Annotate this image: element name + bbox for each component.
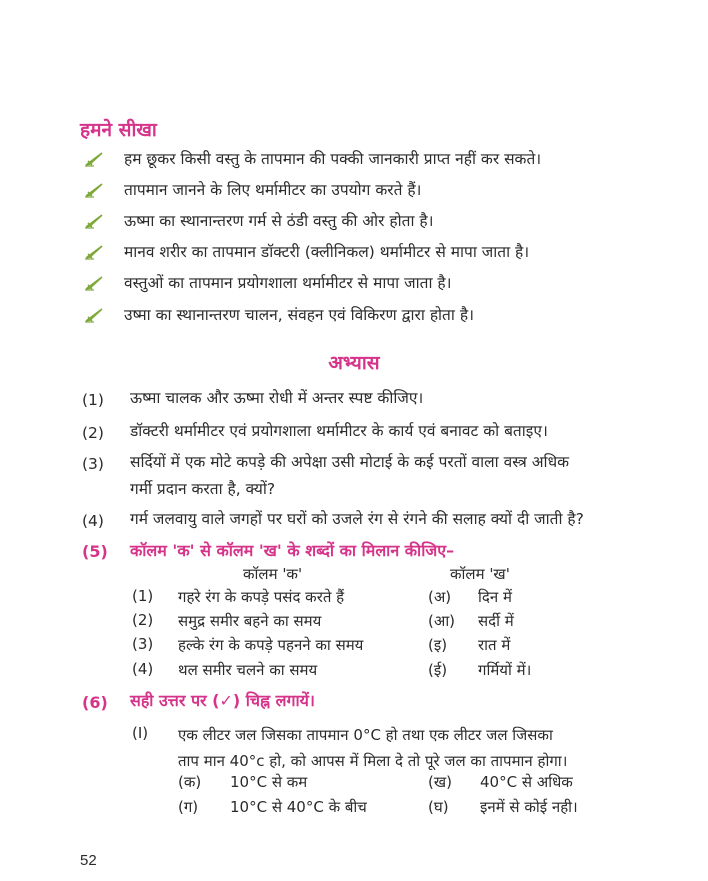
row-a-number: (1) [132,587,154,605]
list-item [84,238,529,264]
question-text: ऊष्मा चालक और ऊष्मा रोधी में अन्तर स्पष्ट कीजिए। [130,389,424,407]
row-b-number: (आ) [428,612,456,630]
row-b-number: (अ) [428,588,452,606]
question-number: (4) [82,512,104,530]
pen-icon [84,242,106,260]
question-number: (6) [82,693,108,712]
row-a-text: थल समीर चलने का समय [178,661,318,679]
question-text [130,449,670,503]
question-number: (2) [82,424,104,442]
question-line: सर्दियों में एक मोटे कपड़े की अपेक्षा उसी मोटाई के कई परतों वाला वस्त्र अधिक [130,453,570,471]
row-b-number: (ई) [428,661,448,679]
row-b-text: सर्दी में [478,612,514,630]
row-a-number: (4) [132,660,154,678]
question-number: (5) [82,542,108,561]
row-a-text: समुद्र समीर बहने का समय [178,612,322,630]
page-number: 52 [80,852,97,869]
learned-item-text: मानव शरीर का तापमान डॉक्टरी (क्लीनिकल) थर्मामीटर से मापा जाता है। [124,243,530,261]
question-text: डॉक्टरी थर्मामीटर एवं प्रयोगशाला थर्मामीटर के कार्य एवं बनावट को बताइए। [130,422,548,440]
question-text: सही उत्तर पर (✓) चिह्न लगायें। [130,691,315,710]
pen-icon [84,273,106,291]
list-item [84,301,474,327]
row-b-text: रात में [478,636,511,654]
pen-icon [84,305,106,323]
row-b-text: दिन में [478,588,512,606]
question-number: (1) [82,391,104,409]
list-item [84,207,434,233]
pen-icon [84,149,106,167]
question-number: (3) [82,455,104,473]
option-text: इनमें से कोई नही। [480,798,578,816]
option-text: 10°C से 40°C के बीच [230,798,367,816]
option-text: 10°C से कम [230,773,308,791]
list-item [84,176,421,202]
section-heading-exercise: अभ्यास [328,352,380,374]
row-b-text: गर्मियों में। [478,661,532,679]
learned-item-text: वस्तुओं का तापमान प्रयोगशाला थर्मामीटर से मापा जाता है। [124,274,452,292]
option-text: 40°C से अधिक [480,773,573,791]
row-a-number: (2) [132,611,154,629]
option-label: (घ) [428,798,449,816]
option-label: (ग) [178,798,199,816]
pen-icon [84,180,106,198]
row-b-number: (इ) [428,636,448,654]
row-a-text: हल्के रंग के कपड़े पहनने का समय [178,636,364,654]
subquestion-line: ताप मान 40°c हो, को आपस में मिला दे तो पूरे जल का तापमान होगा। [178,752,568,770]
learned-item-text: तापमान जानने के लिए थर्मामीटर का उपयोग करते हैं। [124,181,422,199]
list-item [84,145,541,171]
column-b-title: कॉलम 'ख' [450,565,510,583]
column-a-title: कॉलम 'क' [243,565,303,583]
subquestion-number: (I) [132,724,149,742]
row-a-text: गहरे रंग के कपड़े पसंद करते हैं [178,588,345,606]
question-line: गर्मी प्रदान करता है, क्यों? [130,480,276,498]
learned-item-text: हम छूकर किसी वस्तु के तापमान की पक्की जानकारी प्राप्त नहीं कर सकते। [124,150,542,168]
learned-item-text: उष्मा का स्थानान्तरण चालन, संवहन एवं विकिरण द्वारा होता है। [124,306,474,324]
question-text: गर्म जलवायु वाले जगहों पर घरों को उजले रंग से रंगने की सलाह क्यों दी जाती है? [130,510,584,528]
learned-item-text: ऊष्मा का स्थानान्तरण गर्म से ठंडी वस्तु की ओर होता है। [124,212,434,230]
section-heading-learned: हमने सीखा [80,119,157,141]
pen-icon [84,211,106,229]
row-a-number: (3) [132,635,154,653]
list-item [84,269,452,295]
subquestion-text [178,722,567,774]
option-label: (ख) [428,773,452,791]
subquestion-line: एक लीटर जल जिसका तापमान 0°C हो तथा एक लीटर जल जिसका [178,726,553,744]
option-label: (क) [178,773,202,791]
question-text: कॉलम 'क' से कॉलम 'ख' के शब्दों का मिलान कीजिए– [130,541,455,560]
